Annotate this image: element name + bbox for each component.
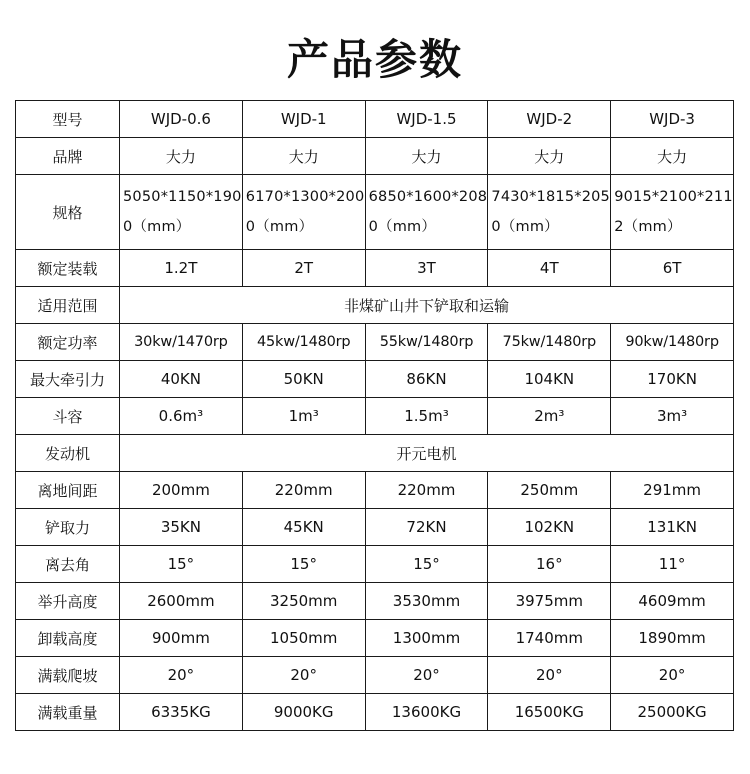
table-cell: 75kw/1480rp xyxy=(488,324,611,361)
table-cell: 20° xyxy=(488,657,611,694)
table-cell: 4609mm xyxy=(611,583,734,620)
table-cell: 15° xyxy=(242,546,365,583)
table-cell: 1890mm xyxy=(611,620,734,657)
table-cell: 102KN xyxy=(488,509,611,546)
table-cell: 6T xyxy=(611,250,734,287)
table-cell: 45KN xyxy=(242,509,365,546)
table-cell: 13600KG xyxy=(365,694,488,731)
row-label: 满载重量 xyxy=(16,694,120,731)
spec-table xyxy=(15,100,734,731)
row-label: 规格 xyxy=(16,175,120,250)
row-label: 品牌 xyxy=(16,138,120,175)
row-label: 额定装载 xyxy=(16,250,120,287)
table-row-departure-angle xyxy=(16,546,734,583)
table-row-dump-height xyxy=(16,620,734,657)
table-cell: 2m³ xyxy=(488,398,611,435)
table-row-dimensions xyxy=(16,175,734,250)
table-row-max-traction xyxy=(16,361,734,398)
table-row-application xyxy=(16,287,734,324)
table-cell: 35KN xyxy=(120,509,243,546)
table-cell: 1740mm xyxy=(488,620,611,657)
model-cell: WJD-3 xyxy=(611,101,734,138)
table-cell: 131KN xyxy=(611,509,734,546)
table-cell: 16° xyxy=(488,546,611,583)
table-cell: 104KN xyxy=(488,361,611,398)
row-label: 最大牵引力 xyxy=(16,361,120,398)
table-cell: 16500KG xyxy=(488,694,611,731)
table-cell: 291mm xyxy=(611,472,734,509)
table-cell: 大力 xyxy=(488,138,611,175)
table-cell: 大力 xyxy=(611,138,734,175)
row-label: 离地间距 xyxy=(16,472,120,509)
table-cell: 200mm xyxy=(120,472,243,509)
table-cell: 5050*1150*1900（mm） xyxy=(120,175,243,250)
table-cell: 7430*1815*2050（mm） xyxy=(488,175,611,250)
row-label: 斗容 xyxy=(16,398,120,435)
row-label: 铲取力 xyxy=(16,509,120,546)
table-cell: 1.5m³ xyxy=(365,398,488,435)
table-cell: 3250mm xyxy=(242,583,365,620)
table-row-model xyxy=(16,101,734,138)
table-cell: 15° xyxy=(365,546,488,583)
table-cell: 40KN xyxy=(120,361,243,398)
row-label: 型号 xyxy=(16,101,120,138)
table-cell: 0.6m³ xyxy=(120,398,243,435)
row-label: 适用范围 xyxy=(16,287,120,324)
table-cell: 1m³ xyxy=(242,398,365,435)
row-label: 发动机 xyxy=(16,435,120,472)
table-cell: 72KN xyxy=(365,509,488,546)
table-cell: 6335KG xyxy=(120,694,243,731)
table-cell: 900mm xyxy=(120,620,243,657)
table-cell: 9000KG xyxy=(242,694,365,731)
table-cell: 11° xyxy=(611,546,734,583)
table-cell: 20° xyxy=(120,657,243,694)
table-cell: 1.2T xyxy=(120,250,243,287)
table-cell: 9015*2100*2112（mm） xyxy=(611,175,734,250)
table-row-full-load-weight xyxy=(16,694,734,731)
model-cell: WJD-2 xyxy=(488,101,611,138)
table-cell: 20° xyxy=(611,657,734,694)
merged-cell: 开元电机 xyxy=(120,435,734,472)
table-cell: 3975mm xyxy=(488,583,611,620)
table-cell: 大力 xyxy=(120,138,243,175)
model-cell: WJD-1 xyxy=(242,101,365,138)
table-cell: 170KN xyxy=(611,361,734,398)
table-cell: 1050mm xyxy=(242,620,365,657)
table-cell: 45kw/1480rp xyxy=(242,324,365,361)
table-cell: 30kw/1470rp xyxy=(120,324,243,361)
table-cell: 20° xyxy=(242,657,365,694)
row-label: 离去角 xyxy=(16,546,120,583)
model-cell: WJD-0.6 xyxy=(120,101,243,138)
table-cell: 3T xyxy=(365,250,488,287)
table-cell: 3530mm xyxy=(365,583,488,620)
table-cell: 250mm xyxy=(488,472,611,509)
table-row-bucket-capacity xyxy=(16,398,734,435)
table-cell: 220mm xyxy=(365,472,488,509)
table-row-rated-power xyxy=(16,324,734,361)
table-cell: 86KN xyxy=(365,361,488,398)
table-cell: 1300mm xyxy=(365,620,488,657)
table-row-breakout-force xyxy=(16,509,734,546)
table-cell: 2T xyxy=(242,250,365,287)
table-cell: 50KN xyxy=(242,361,365,398)
table-cell: 15° xyxy=(120,546,243,583)
table-cell: 55kw/1480rp xyxy=(365,324,488,361)
table-cell: 6170*1300*2000（mm） xyxy=(242,175,365,250)
table-cell: 90kw/1480rp xyxy=(611,324,734,361)
table-cell: 25000KG xyxy=(611,694,734,731)
table-cell: 大力 xyxy=(242,138,365,175)
row-label: 额定功率 xyxy=(16,324,120,361)
table-cell: 4T xyxy=(488,250,611,287)
row-label: 举升高度 xyxy=(16,583,120,620)
table-row-ground-clearance xyxy=(16,472,734,509)
table-row-brand xyxy=(16,138,734,175)
table-row-engine xyxy=(16,435,734,472)
table-cell: 20° xyxy=(365,657,488,694)
page-title: 产品参数 xyxy=(286,35,463,84)
row-label: 卸载高度 xyxy=(16,620,120,657)
table-cell: 6850*1600*2080（mm） xyxy=(365,175,488,250)
table-row-gradeability xyxy=(16,657,734,694)
row-label: 满载爬坡 xyxy=(16,657,120,694)
model-cell: WJD-1.5 xyxy=(365,101,488,138)
table-row-rated-load xyxy=(16,250,734,287)
table-row-lift-height xyxy=(16,583,734,620)
table-cell: 大力 xyxy=(365,138,488,175)
table-cell: 220mm xyxy=(242,472,365,509)
table-cell: 2600mm xyxy=(120,583,243,620)
table-cell: 3m³ xyxy=(611,398,734,435)
merged-cell: 非煤矿山井下铲取和运输 xyxy=(120,287,734,324)
